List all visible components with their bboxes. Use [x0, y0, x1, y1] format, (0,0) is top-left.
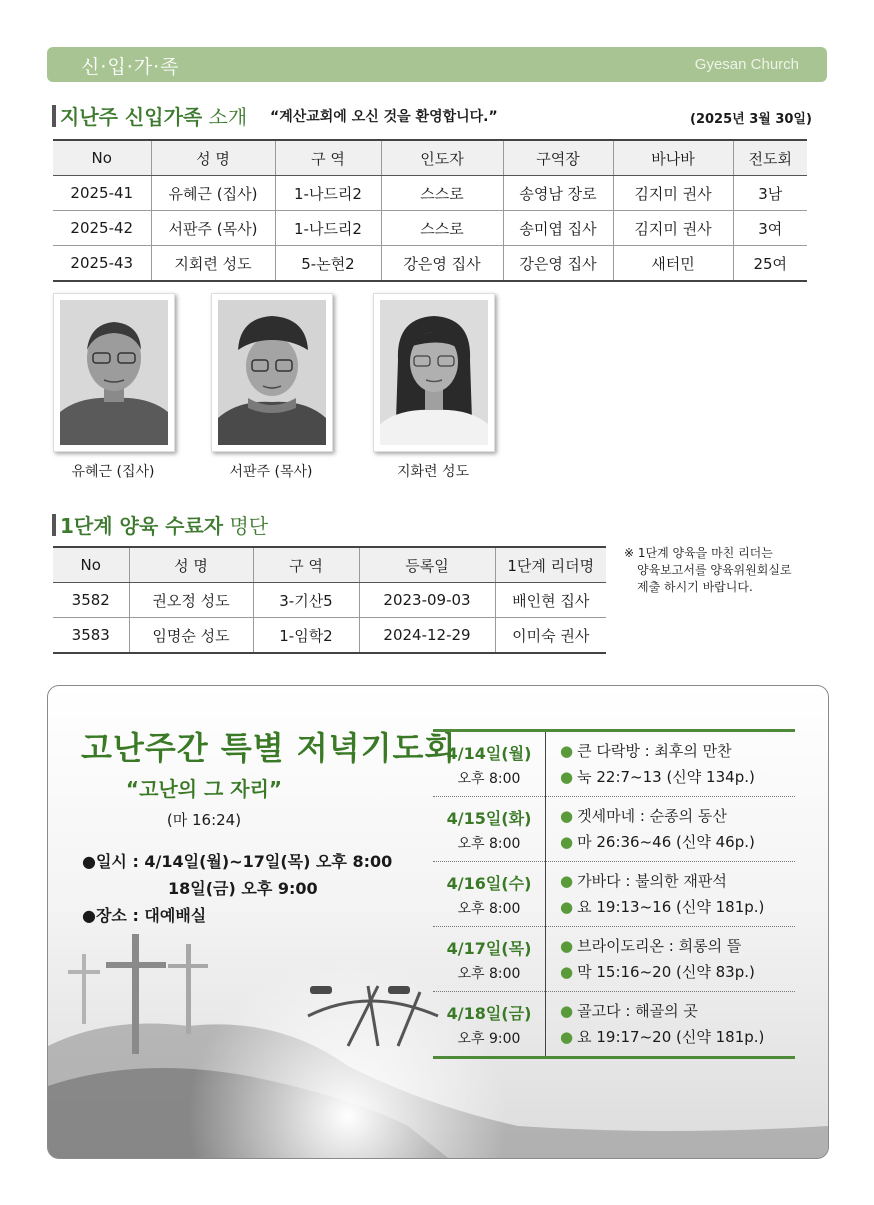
table-cell: 1-나드리2 — [275, 211, 381, 246]
schedule-day: 4/17일(목) — [446, 938, 532, 958]
newfamily-heading-light: 소개 — [202, 105, 248, 129]
schedule-content-cell — [546, 992, 796, 1058]
schedule-topic-text: 골고다 : 해골의 곳 — [577, 1002, 698, 1020]
bullet-dot-icon: ● — [560, 1028, 574, 1046]
schedule-verse — [560, 1024, 795, 1050]
training-heading-strong: 1단계 양육 수료자 — [60, 514, 224, 538]
schedule-date-cell — [433, 797, 546, 862]
col-header: 등록일 — [359, 547, 495, 583]
table-cell: 지회련 성도 — [151, 246, 275, 282]
schedule-verse — [560, 829, 795, 855]
schedule-verse-text: 요 19:17~20 (신약 181p.) — [577, 1028, 765, 1046]
schedule-topic-text: 겟세마네 : 순종의 동산 — [577, 807, 727, 825]
table-cell: 김지미 권사 — [613, 176, 733, 211]
schedule-row — [433, 992, 795, 1058]
schedule-verse — [560, 764, 795, 790]
table-row — [53, 211, 807, 246]
col-header: 성 명 — [129, 547, 253, 583]
table-cell: 5-논현2 — [275, 246, 381, 282]
schedule-verse-text: 눅 22:7~13 (신약 134p.) — [577, 768, 755, 786]
lent-where: ●장소 : 대예배실 — [82, 906, 207, 925]
table-cell: 3여 — [733, 211, 807, 246]
table-row — [53, 246, 807, 282]
table-cell: 이미숙 권사 — [495, 618, 606, 654]
col-header: 인도자 — [381, 140, 503, 176]
member-photo — [211, 293, 333, 452]
table-cell: 2023-09-03 — [359, 583, 495, 618]
bullet-dot-icon: ● — [560, 872, 574, 890]
table-cell: 2025-43 — [53, 246, 151, 282]
note-line: 양육보고서를 양육위원회실로 — [637, 563, 792, 577]
report-date: (2025년 3월 30일) — [690, 112, 812, 127]
member-photo — [53, 293, 175, 452]
schedule-time: 오후 8:00 — [457, 770, 521, 787]
schedule-content-cell — [546, 797, 796, 862]
section-header-band — [47, 47, 827, 82]
table-cell: 1-나드리2 — [275, 176, 381, 211]
table-cell: 2025-41 — [53, 176, 151, 211]
schedule-content-cell — [546, 927, 796, 992]
lent-info — [82, 848, 392, 929]
schedule-content-cell — [546, 862, 796, 927]
table-cell: 스스로 — [381, 211, 503, 246]
schedule-time: 오후 9:00 — [457, 1030, 521, 1047]
table-cell: 3582 — [53, 583, 129, 618]
bullet-dot-icon: ● — [560, 898, 574, 916]
table-cell: 강은영 집사 — [503, 246, 613, 282]
photo-caption: 지화련 성도 — [396, 464, 470, 480]
schedule-day: 4/14일(월) — [446, 743, 532, 763]
schedule-time: 오후 8:00 — [457, 965, 521, 982]
schedule-row — [433, 797, 795, 862]
newfamily-table — [53, 139, 807, 282]
schedule-verse-text: 막 15:16~20 (신약 83p.) — [577, 963, 755, 981]
table-cell: 권오정 성도 — [129, 583, 253, 618]
table-cell: 2024-12-29 — [359, 618, 495, 654]
schedule-row — [433, 731, 795, 797]
schedule-date-cell — [433, 731, 546, 797]
portrait-woman-cap-image — [218, 300, 326, 445]
col-header: 성 명 — [151, 140, 275, 176]
schedule-topic-text: 가바다 : 불의한 재판석 — [577, 872, 727, 890]
schedule-day: 4/18일(금) — [446, 1003, 532, 1023]
member-photo — [373, 293, 495, 452]
schedule-time: 오후 8:00 — [457, 900, 521, 917]
training-note — [624, 545, 792, 596]
schedule-verse — [560, 959, 795, 985]
portrait-man-image — [60, 300, 168, 445]
bullet-dot-icon: ● — [560, 833, 574, 851]
table-cell: 강은영 집사 — [381, 246, 503, 282]
table-row — [53, 583, 606, 618]
table-cell: 송영남 장로 — [503, 176, 613, 211]
lent-scripture-ref: (마 16:24) — [166, 811, 242, 829]
col-header: 1단계 리더명 — [495, 547, 606, 583]
col-header: 구 역 — [253, 547, 359, 583]
schedule-topic — [560, 933, 795, 959]
welcome-quote: “계산교회에 오신 것을 환영합니다.” — [270, 109, 498, 125]
table-cell: 배인현 집사 — [495, 583, 606, 618]
schedule-date-cell — [433, 927, 546, 992]
table-cell: 김지미 권사 — [613, 211, 733, 246]
portrait-woman-image — [380, 300, 488, 445]
col-header: No — [53, 140, 151, 176]
heading-bar — [52, 514, 56, 536]
col-header: 전도회 — [733, 140, 807, 176]
lent-when-line2: 18일(금) 오후 9:00 — [168, 879, 318, 898]
schedule-row — [433, 862, 795, 927]
schedule-topic-text: 브라이도리온 : 희롱의 뜰 — [577, 937, 742, 955]
col-header: 구 역 — [275, 140, 381, 176]
schedule-verse — [560, 894, 795, 920]
schedule-topic — [560, 738, 795, 764]
schedule-time: 오후 8:00 — [457, 835, 521, 852]
schedule-verse-text: 마 26:36~46 (신약 46p.) — [577, 833, 755, 851]
table-cell: 2025-42 — [53, 211, 151, 246]
schedule-row — [433, 927, 795, 992]
schedule-topic — [560, 998, 795, 1024]
newfamily-heading-strong: 지난주 신입가족 — [60, 105, 203, 129]
lent-subtitle: “고난의 그 자리” — [125, 777, 283, 801]
bullet-dot-icon: ● — [560, 807, 574, 825]
newfamily-heading — [52, 101, 247, 130]
col-header: 바나바 — [613, 140, 733, 176]
schedule-date-cell — [433, 862, 546, 927]
heading-bar — [52, 105, 56, 127]
table-row — [53, 618, 606, 654]
col-header: No — [53, 547, 129, 583]
table-cell: 3583 — [53, 618, 129, 654]
bullet-dot-icon: ● — [560, 1002, 574, 1020]
table-row — [53, 176, 807, 211]
table-cell: 3남 — [733, 176, 807, 211]
schedule-topic — [560, 868, 795, 894]
schedule-date-cell — [433, 992, 546, 1058]
table-cell: 스스로 — [381, 176, 503, 211]
lent-prayer-panel — [47, 685, 829, 1159]
section-title: 신·입·가·족 — [81, 56, 180, 78]
table-cell: 임명순 성도 — [129, 618, 253, 654]
lent-when: ●일시 : 4/14일(월)~17일(목) 오후 8:00 — [82, 852, 393, 871]
photo-caption: 서판주 (목사) — [229, 464, 313, 480]
schedule-day: 4/15일(화) — [446, 808, 532, 828]
church-name: Gyesan Church — [694, 56, 799, 73]
col-header: 구역장 — [503, 140, 613, 176]
table-cell: 유혜근 (집사) — [151, 176, 275, 211]
schedule-topic — [560, 803, 795, 829]
table-header-row — [53, 140, 807, 176]
table-header-row — [53, 547, 606, 583]
table-cell: 새터민 — [613, 246, 733, 282]
training-heading — [52, 510, 268, 539]
bullet-dot-icon: ● — [560, 963, 574, 981]
note-line: 제출 하시기 바랍니다. — [637, 580, 753, 594]
table-cell: 서판주 (목사) — [151, 211, 275, 246]
table-cell: 25여 — [733, 246, 807, 282]
note-line: ※ 1단계 양육을 마친 리더는 — [624, 546, 773, 560]
schedule-day: 4/16일(수) — [446, 873, 532, 893]
table-cell: 1-임학2 — [253, 618, 359, 654]
schedule-topic-text: 큰 다락방 : 최후의 만찬 — [577, 742, 732, 760]
table-cell: 3-기산5 — [253, 583, 359, 618]
bullet-dot-icon: ● — [560, 937, 574, 955]
photo-caption: 유혜근 (집사) — [71, 464, 155, 480]
bullet-dot-icon: ● — [560, 768, 574, 786]
schedule-content-cell — [546, 731, 796, 797]
schedule-verse-text: 요 19:13~16 (신약 181p.) — [577, 898, 765, 916]
lent-schedule-table — [433, 729, 795, 1059]
table-cell: 송미엽 집사 — [503, 211, 613, 246]
bullet-dot-icon: ● — [560, 742, 574, 760]
training-table — [53, 546, 606, 654]
lent-title: 고난주간 특별 저녁기도회 — [81, 729, 457, 767]
training-heading-light: 명단 — [223, 514, 269, 538]
